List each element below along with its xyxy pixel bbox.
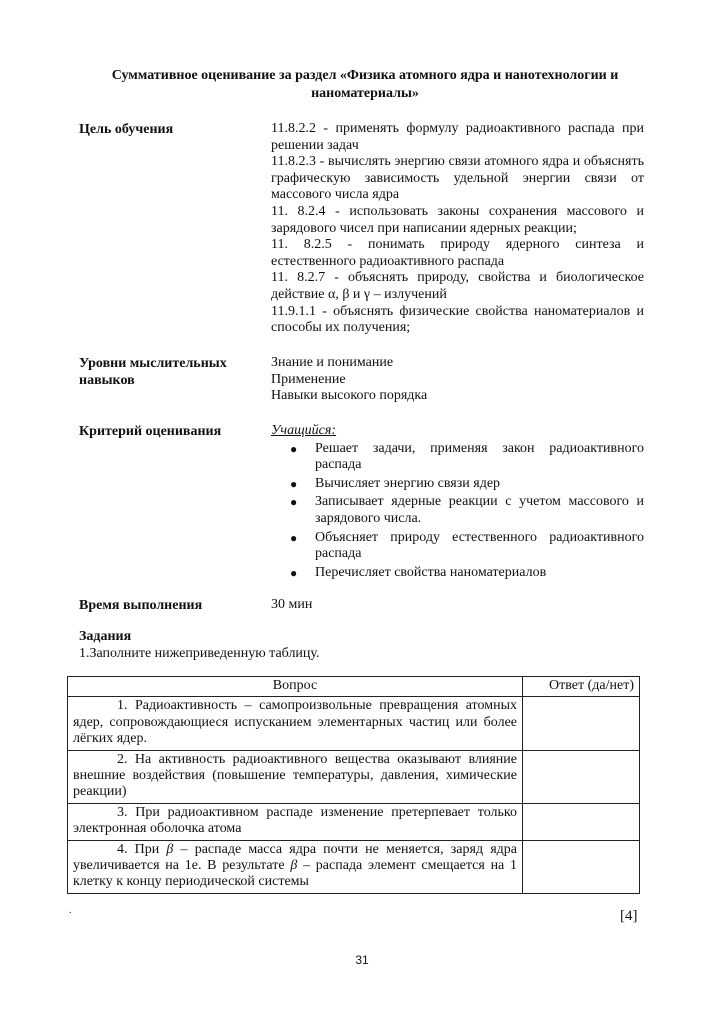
stray-dot: . xyxy=(69,905,72,916)
question-cell xyxy=(68,697,523,750)
goal-item: 11. 8.2.7 - объяснять природу, свойства и биологическое действие α, β и γ – излучений xyxy=(271,270,644,302)
criteria-item-text: Решает задачи, применяя закон радиоактивного распада xyxy=(315,440,644,473)
level-item: Применение xyxy=(271,371,346,387)
question-text-continued: – распаде масса ядра почти не меняется, заряд ядра увеличивается на 1е. В результате xyxy=(73,841,518,874)
criteria-item-text: Объясняет природу естественного радиоактивного распада xyxy=(315,529,644,562)
table-row xyxy=(68,803,640,840)
question-text: 2. На активность радиоактивного вещества оказывают влияние внешние воздействия (повышение температуры, давления, химические реакции) xyxy=(73,751,517,800)
question-text: 3. При радиоактивном распаде изменение претерпевает только электронная оболочка атома xyxy=(73,804,517,837)
beta-symbol: β xyxy=(290,858,298,874)
goal-item: 11.8.2.2 - применять формулу радиоактивного распада при решении задач xyxy=(271,121,644,153)
goals-list xyxy=(271,121,644,337)
document-title: Суммативное оценивание за раздел «Физика атомного ядра и нанотехнологии и наноматериалы» xyxy=(111,68,619,101)
criteria-item-text: Записывает ядерные реакции с учетом массового и зарядового числа. xyxy=(315,494,644,526)
criteria-item xyxy=(290,476,644,493)
question-cell xyxy=(68,803,523,840)
table-row xyxy=(68,697,640,750)
levels-label: Уровни мыслительных навыков xyxy=(79,356,227,388)
score-marker: [4] xyxy=(620,908,638,924)
criteria-block xyxy=(271,423,644,583)
goal-item: 11.8.2.3 - вычислять энергию связи атомного ядра и объяснять графическую зависимость удельной энергии связи от массового числа ядра xyxy=(271,154,644,203)
criteria-item xyxy=(290,565,644,582)
goal-item: 11. 8.2.5 - понимать природу ядерного синтеза и естественного радиоактивного распада xyxy=(271,237,644,269)
criteria-item-text: Вычисляет энергию связи ядер xyxy=(315,475,501,491)
question-cell xyxy=(68,840,523,893)
criteria-label: Критерий оценивания xyxy=(79,424,222,439)
answer-cell[interactable] xyxy=(523,803,640,840)
bullet-icon: ● xyxy=(290,441,298,456)
column-header-answer: Ответ (да/нет) xyxy=(523,677,640,697)
tasks-heading: Задания xyxy=(79,629,132,644)
question-table xyxy=(67,676,640,894)
levels-list xyxy=(271,355,644,405)
beta-symbol: β xyxy=(166,841,174,857)
bullet-icon: ● xyxy=(290,495,298,510)
level-item: Знание и понимание xyxy=(271,355,394,370)
criteria-item-text: Перечисляет свойства наноматериалов xyxy=(315,564,547,580)
table-row xyxy=(68,840,640,893)
level-item: Навыки высокого порядка xyxy=(271,388,428,404)
criteria-item xyxy=(290,530,644,563)
time-value: 30 мин xyxy=(271,597,313,612)
column-header-question: Вопрос xyxy=(68,677,523,697)
table-header-row xyxy=(68,677,640,697)
goal-item: 11.9.1.1 - объяснять физические свойства наноматериалов и способы их получения; xyxy=(271,303,644,336)
bullet-icon: ● xyxy=(290,530,298,545)
criteria-list xyxy=(271,441,644,582)
page-number: 31 xyxy=(355,953,369,967)
criteria-intro: Учащийся: xyxy=(271,423,337,438)
tasks-instruction: 1.Заполните нижеприведенную таблицу. xyxy=(79,646,320,661)
answer-cell[interactable] xyxy=(523,697,640,750)
question-cell xyxy=(68,750,523,803)
goals-label: Цель обучения xyxy=(79,122,174,137)
bullet-icon: ● xyxy=(290,565,298,580)
question-text-continued: – распада элемент смещается на 1 клетку к концу периодической системы xyxy=(73,858,518,890)
table-row xyxy=(68,750,640,803)
criteria-item xyxy=(290,494,644,527)
question-text: 4. При xyxy=(117,841,160,857)
answer-cell[interactable] xyxy=(523,840,640,893)
time-label: Время выполнения xyxy=(79,598,203,613)
criteria-item xyxy=(290,441,644,474)
answer-cell[interactable] xyxy=(523,750,640,803)
bullet-icon: ● xyxy=(290,476,298,491)
question-text: 1. Радиоактивность – самопроизвольные превращения атомных ядер, сопровождающиеся испусканием элементарных частиц или более лёгких ядер. xyxy=(73,698,517,747)
goal-item: 11. 8.2.4 - использовать законы сохранения массового и зарядового чисел при написании ядерных реакции; xyxy=(271,203,644,236)
